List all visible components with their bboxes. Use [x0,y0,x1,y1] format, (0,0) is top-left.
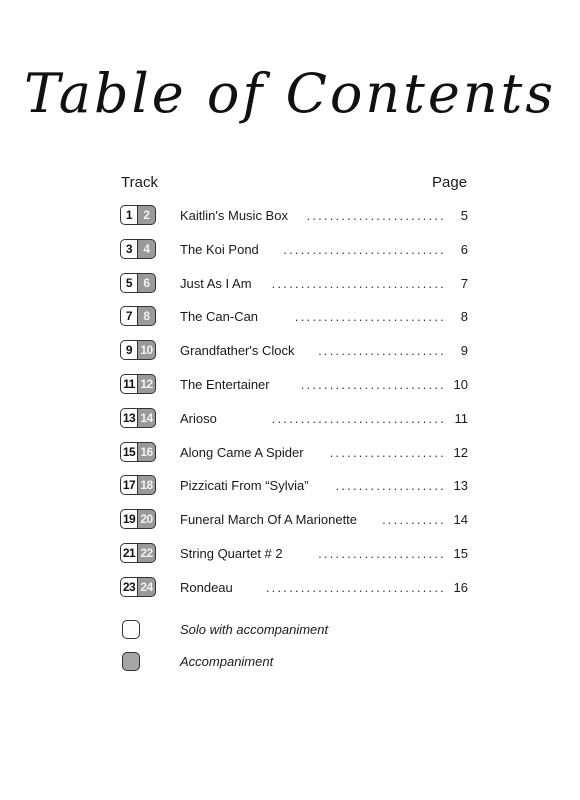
entry-page-number: 16 [453,579,468,595]
entry-page-number: 7 [460,275,468,291]
legend-item [0,652,580,674]
track-number-box [120,543,158,563]
entry-title: Arioso [180,410,217,426]
entry-title: Grandfather's Clock [180,343,295,359]
entry-title: Just As I Am [180,275,252,291]
accompaniment-track-number: 18 [138,475,156,495]
dot-leader: ...................... [318,546,446,561]
toc-entry[interactable] [0,305,580,329]
legend-label: Accompaniment [180,654,274,669]
accompaniment-track-number: 4 [138,239,156,259]
solo-track-number: 23 [120,577,138,597]
accompaniment-track-number: 8 [138,306,156,326]
legend-label: Solo with accompaniment [180,622,329,637]
track-number-box [120,509,158,529]
solo-track-number: 21 [120,543,138,563]
toc-entry[interactable] [0,272,580,296]
dot-leader: ............................ [283,241,446,257]
entry-title: Pizzicati From “Sylvia” [180,478,309,494]
toc-entry[interactable] [0,576,580,600]
toc-entry[interactable] [0,441,580,465]
entry-page-number: 14 [453,512,468,528]
toc-entry[interactable] [0,407,580,431]
track-number-box [120,205,158,225]
entry-page-number: 15 [453,546,468,561]
solo-track-number: 13 [120,408,138,428]
entry-title: Funeral March Of A Marionette [180,512,358,528]
entry-page-number: 11 [454,410,468,426]
entry-page-number: 6 [460,241,468,257]
legend-item [0,620,580,642]
entry-title: The Entertainer [180,377,270,392]
accompaniment-track-number: 16 [138,442,156,462]
dot-leader: ........................ [306,208,446,223]
track-number-box [120,442,158,462]
entry-page-number: 12 [453,444,468,460]
dot-leader: .............................. [271,410,446,426]
track-number-box [120,273,158,293]
accompaniment-track-number: 14 [138,408,156,428]
accompaniment-legend-swatch [122,652,140,671]
solo-track-number: 17 [120,475,138,495]
page-title: Table of Contents [23,62,557,125]
toc-entry[interactable] [0,204,580,228]
track-number-box [120,239,158,259]
toc-entry[interactable] [0,508,580,532]
entry-page-number: 5 [460,208,468,223]
track-number-box [120,408,158,428]
accompaniment-track-number: 10 [138,340,156,360]
track-number-box [120,306,158,326]
entry-title: The Koi Pond [180,241,259,257]
entry-page-number: 9 [460,343,468,359]
entry-title: Kaitlin's Music Box [180,208,288,223]
dot-leader: .................... [329,444,446,460]
dot-leader: .......................... [294,309,446,325]
toc-entry[interactable] [0,542,580,566]
track-column-header: Track [121,174,158,191]
entry-title: The Can-Can [180,309,259,325]
track-number-box [120,475,158,495]
accompaniment-track-number: 24 [138,577,156,597]
page-column-header: Page [432,174,468,191]
track-number-box [120,577,158,597]
solo-legend-swatch [122,620,140,639]
track-number-box [120,340,158,360]
dot-leader: ............................... [265,579,446,595]
dot-leader: ...................... [318,343,446,359]
entry-title: Rondeau [180,579,233,595]
entry-page-number: 8 [460,309,468,325]
toc-entry[interactable] [0,339,580,363]
toc-entry[interactable] [0,373,580,397]
solo-track-number: 7 [120,306,138,326]
solo-track-number: 1 [120,205,138,225]
accompaniment-track-number: 6 [138,273,156,293]
accompaniment-track-number: 22 [138,543,156,563]
solo-track-number: 5 [120,273,138,293]
accompaniment-track-number: 20 [138,509,156,529]
entry-page-number: 13 [453,478,468,494]
accompaniment-track-number: 2 [138,205,156,225]
accompaniment-track-number: 12 [138,374,156,394]
solo-track-number: 11 [120,374,138,394]
entry-title: String Quartet # 2 [180,546,283,561]
dot-leader: ........... [382,512,446,528]
track-number-box [120,374,158,394]
solo-track-number: 9 [120,340,138,360]
dot-leader: .............................. [271,275,446,291]
dot-leader: ................... [335,478,446,494]
entry-page-number: 10 [453,377,468,392]
entry-title: Along Came A Spider [180,444,304,460]
solo-track-number: 15 [120,442,138,462]
toc-entry[interactable] [0,474,580,498]
toc-entry[interactable] [0,238,580,262]
solo-track-number: 19 [120,509,138,529]
dot-leader: ......................... [300,377,446,392]
solo-track-number: 3 [120,239,138,259]
